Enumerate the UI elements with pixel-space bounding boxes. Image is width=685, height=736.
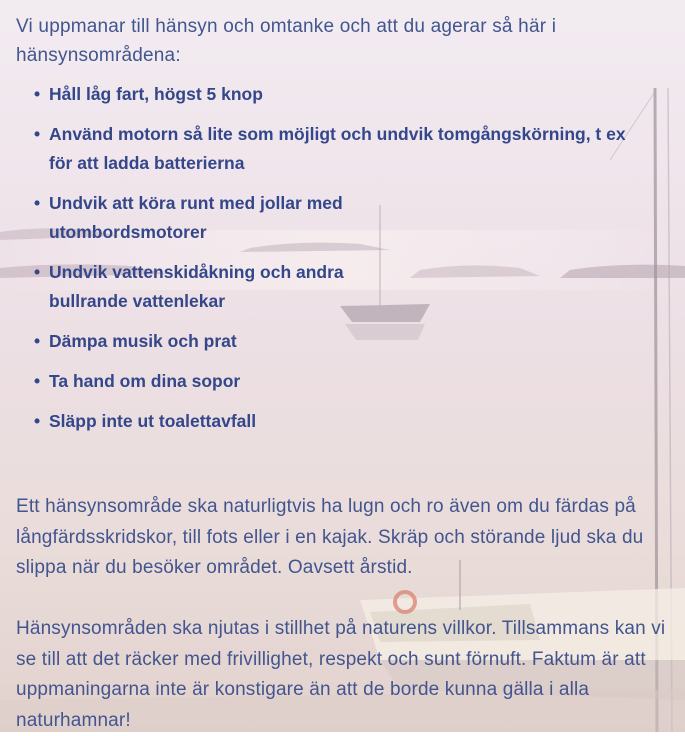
list-item: • Ta hand om dina sopor bbox=[34, 367, 654, 396]
list-item: • Släpp inte ut toalettavfall bbox=[34, 407, 654, 436]
bullet-icon: • bbox=[34, 193, 41, 213]
list-item: • Använd motorn så lite som möjligt och undvik tomgångskörning, t ex för att ladda batterierna bbox=[34, 120, 629, 178]
bullet-icon: • bbox=[34, 331, 41, 351]
list-item: • Undvik vattenskidåkning och andra bullrande vattenlekar bbox=[34, 258, 399, 316]
bullet-icon: • bbox=[34, 411, 41, 431]
paragraph-peace: Ett hänsynsområde ska naturligtvis ha lugn och ro även om du färdas på långfärdsskridskor, till fots eller i en kajak. Skräp och störande ljud ska du slippa när du besöker området. Oavsett årstid. bbox=[16, 496, 644, 578]
bullet-icon: • bbox=[34, 371, 41, 391]
list-item: • Undvik att köra runt med jollar med utombordsmotorer bbox=[34, 189, 399, 247]
guideline-list bbox=[34, 80, 654, 447]
paragraph-nature: Hänsynsområden ska njutas i stillhet på naturens villkor. Tillsammans kan vi se till att det räcker med frivillighet, respekt och sunt förnuft. Faktum är att uppmaningarna inte är konstigare än att de borde kunna gälla i alla naturhamnar! bbox=[16, 618, 666, 731]
bullet-icon: • bbox=[34, 262, 41, 282]
bullet-icon: • bbox=[34, 124, 41, 144]
list-item: • Håll låg fart, högst 5 knop bbox=[34, 80, 654, 109]
bullet-icon: • bbox=[34, 84, 41, 104]
intro-text: Vi uppmanar till hänsyn och omtanke och att du agerar så här i hänsynsområdena: bbox=[16, 16, 557, 66]
list-item: • Dämpa musik och prat bbox=[34, 327, 654, 356]
